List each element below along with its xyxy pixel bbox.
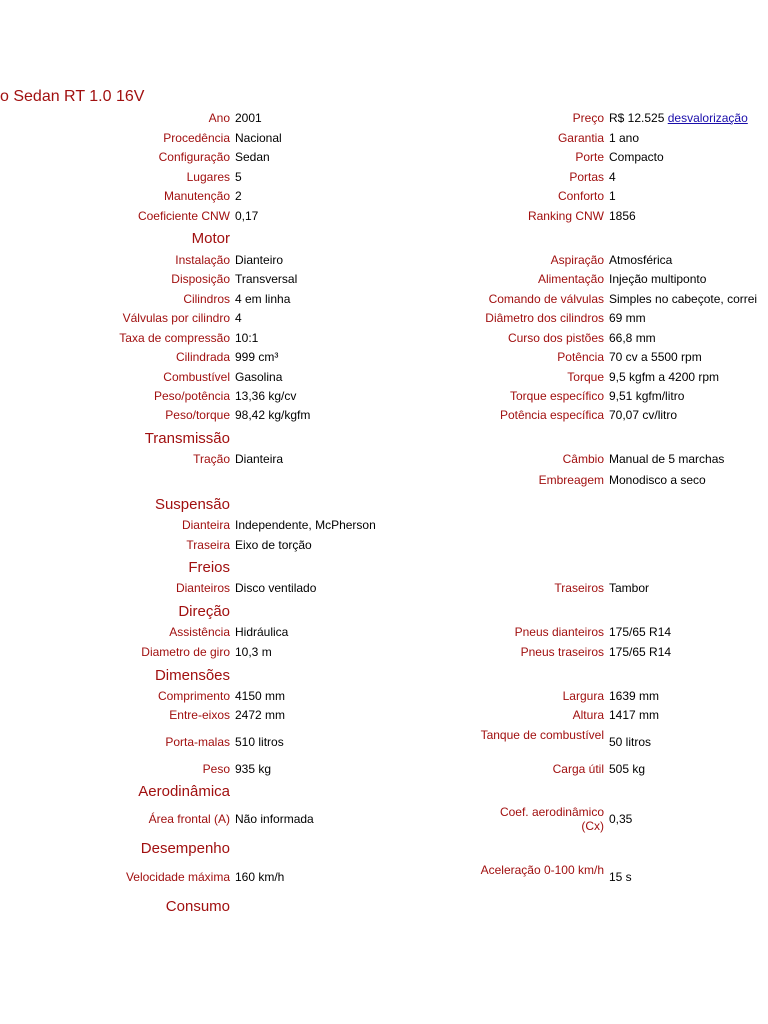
- spec-label-aspiracao: Aspiração: [550, 253, 604, 267]
- spec-value-cilindrada: 999 cm³: [235, 350, 279, 364]
- depreciation-link[interactable]: desvalorização: [667, 111, 748, 125]
- spec-value-pneus-dianteiros: 175/65 R14: [609, 625, 672, 639]
- spec-label-procedencia: Procedência: [163, 131, 230, 145]
- spec-value-altura: 1417 mm: [609, 708, 660, 722]
- section-heading-dimensoes: Dimensões: [154, 667, 230, 684]
- page-title: o Sedan RT 1.0 16V: [0, 88, 145, 105]
- section-heading-consumo: Consumo: [165, 898, 230, 915]
- spec-value-curso-dos-pistoes: 66,8 mm: [609, 331, 656, 345]
- spec-value-diametro-dos-cilindros: 69 mm: [609, 311, 646, 325]
- section-heading-transmissao: Transmissão: [144, 430, 230, 447]
- spec-value-traseiros: Tambor: [609, 581, 650, 595]
- spec-label-comando-de-valvulas: Comando de válvulas: [488, 292, 604, 306]
- spec-value-velocidade-maxima: 160 km/h: [235, 870, 285, 884]
- spec-label-tanque-de-combustivel: Tanque de combustível: [480, 728, 604, 742]
- spec-value-valvulas-por-cilindro: 4: [235, 311, 242, 325]
- spec-value-pneus-traseiros: 175/65 R14: [609, 645, 672, 659]
- spec-value-combustivel: Gasolina: [235, 370, 283, 384]
- spec-value-porte: Compacto: [609, 150, 664, 164]
- spec-value-coeficiente-cnw: 0,17: [235, 209, 259, 223]
- spec-label-carga-util: Carga útil: [552, 762, 604, 776]
- spec-value-dianteiros: Disco ventilado: [235, 581, 317, 595]
- spec-label-potencia-especifica: Potência específica: [499, 408, 604, 422]
- spec-label-porta-malas: Porta-malas: [165, 735, 230, 749]
- spec-value-garantia: 1 ano: [609, 131, 640, 145]
- spec-value-dianteira: Independente, McPherson: [235, 518, 376, 532]
- spec-value-largura: 1639 mm: [609, 689, 660, 703]
- spec-value-area-frontal-a: Não informada: [235, 812, 314, 826]
- spec-value-alimentacao: Injeção multiponto: [609, 272, 707, 286]
- spec-label-assistencia: Assistência: [169, 625, 230, 639]
- spec-label-taxa-de-compressao: Taxa de compressão: [119, 331, 230, 345]
- spec-value-coef-aerodinamico-cx: 0,35: [609, 812, 633, 826]
- spec-value-aspiracao: Atmosférica: [609, 253, 673, 267]
- spec-label-traseira: Traseira: [186, 538, 230, 552]
- spec-label-dianteiros: Dianteiros: [175, 581, 230, 595]
- spec-label-combustivel: Combustível: [163, 370, 230, 384]
- spec-label-garantia: Garantia: [557, 131, 604, 145]
- spec-value-comprimento: 4150 mm: [235, 689, 286, 703]
- spec-label-disposicao: Disposição: [171, 272, 230, 286]
- spec-value-peso-torque: 98,42 kg/kgfm: [235, 408, 311, 422]
- spec-label-aceleracao-0-100-km-h: Aceleração 0-100 km/h: [480, 863, 604, 877]
- spec-value-lugares: 5: [235, 170, 242, 184]
- spec-label-instalacao: Instalação: [175, 253, 230, 267]
- spec-label-cilindrada: Cilindrada: [175, 350, 230, 364]
- spec-label-coeficiente-cnw: Coeficiente CNW: [137, 209, 230, 223]
- spec-value-entre-eixos: 2472 mm: [235, 708, 286, 722]
- spec-label-ranking-cnw: Ranking CNW: [527, 209, 604, 223]
- spec-value-taxa-de-compressao: 10:1: [235, 331, 259, 345]
- spec-value-configuracao: Sedan: [235, 150, 270, 164]
- spec-value-ranking-cnw: 1856: [609, 209, 636, 223]
- spec-value-comando-de-valvulas: Simples no cabeçote, correi: [609, 292, 758, 306]
- spec-value-aceleracao-0-100-km-h: 15 s: [609, 870, 632, 884]
- spec-value-diametro-de-giro: 10,3 m: [235, 645, 272, 659]
- spec-value-instalacao: Dianteiro: [235, 253, 284, 267]
- spec-label-valvulas-por-cilindro: Válvulas por cilindro: [122, 311, 230, 325]
- section-heading-motor: Motor: [191, 230, 230, 247]
- spec-label-curso-dos-pistoes: Curso dos pistões: [507, 331, 604, 345]
- spec-value-ano: 2001: [235, 111, 262, 125]
- spec-value-cambio: Manual de 5 marchas: [609, 452, 725, 466]
- spec-value-torque: 9,5 kgfm a 4200 rpm: [609, 370, 720, 384]
- spec-value-tanque-de-combustivel: 50 litros: [609, 735, 652, 749]
- spec-label-comprimento: Comprimento: [157, 689, 230, 703]
- spec-value-assistencia: Hidráulica: [235, 625, 289, 639]
- spec-value-manutencao: 2: [235, 189, 242, 203]
- spec-value-carga-util: 505 kg: [609, 762, 646, 776]
- spec-label-conforto: Conforto: [557, 189, 604, 203]
- spec-label-cambio: Câmbio: [562, 452, 604, 466]
- spec-label-manutencao: Manutenção: [163, 189, 230, 203]
- spec-value-disposicao: Transversal: [235, 272, 298, 286]
- spec-label-porte: Porte: [575, 150, 604, 164]
- spec-value-peso: 935 kg: [235, 762, 272, 776]
- spec-label-torque-especifico: Torque específico: [509, 389, 604, 403]
- spec-value-cilindros: 4 em linha: [235, 292, 291, 306]
- spec-label-coef-aerodinamico-cx: Coef. aerodinâmico (Cx): [499, 805, 604, 833]
- spec-label-configuracao: Configuração: [158, 150, 230, 164]
- spec-label-peso-torque: Peso/torque: [165, 408, 230, 422]
- spec-label-largura: Largura: [562, 689, 604, 703]
- section-heading-aerodinamica: Aerodinâmica: [138, 783, 230, 800]
- spec-label-cilindros: Cilindros: [183, 292, 230, 306]
- spec-label-area-frontal-a: Área frontal (A): [148, 812, 230, 826]
- spec-value-porta-malas: 510 litros: [235, 735, 284, 749]
- section-heading-freios: Freios: [188, 559, 230, 576]
- spec-value-conforto: 1: [609, 189, 616, 203]
- spec-label-peso-potencia: Peso/potência: [153, 389, 230, 403]
- spec-value-torque-especifico: 9,51 kgfm/litro: [609, 389, 685, 403]
- spec-label-embreagem: Embreagem: [538, 473, 604, 487]
- spec-value-traseira: Eixo de torção: [235, 538, 312, 552]
- spec-label-peso: Peso: [202, 762, 230, 776]
- spec-value-portas: 4: [609, 170, 616, 184]
- spec-label-altura: Altura: [572, 708, 604, 722]
- spec-label-lugares: Lugares: [186, 170, 230, 184]
- spec-label-velocidade-maxima: Velocidade máxima: [125, 870, 230, 884]
- spec-label-traseiros: Traseiros: [554, 581, 604, 595]
- spec-label-alimentacao: Alimentação: [537, 272, 604, 286]
- spec-label-ano: Ano: [208, 111, 230, 125]
- spec-label-torque: Torque: [567, 370, 604, 384]
- spec-value-peso-potencia: 13,36 kg/cv: [235, 389, 297, 403]
- spec-value-tracao: Dianteira: [235, 452, 284, 466]
- spec-label-diametro-dos-cilindros: Diâmetro dos cilindros: [485, 311, 604, 325]
- spec-label-potencia: Potência: [557, 350, 604, 364]
- spec-label-entre-eixos: Entre-eixos: [169, 708, 230, 722]
- spec-label-tracao: Tração: [193, 452, 230, 466]
- spec-value-embreagem: Monodisco a seco: [609, 473, 706, 487]
- spec-value-preco: R$ 12.525 desvalorização: [609, 111, 748, 125]
- spec-label-pneus-traseiros: Pneus traseiros: [520, 645, 604, 659]
- spec-label-pneus-dianteiros: Pneus dianteiros: [514, 625, 604, 639]
- spec-value-procedencia: Nacional: [235, 131, 282, 145]
- spec-value-potencia: 70 cv a 5500 rpm: [609, 350, 702, 364]
- spec-value-potencia-especifica: 70,07 cv/litro: [609, 408, 678, 422]
- section-heading-desempenho: Desempenho: [140, 840, 230, 857]
- section-heading-suspensao: Suspensão: [154, 496, 230, 513]
- spec-label-dianteira: Dianteira: [181, 518, 230, 532]
- spec-label-portas: Portas: [569, 170, 604, 184]
- section-heading-direcao: Direção: [178, 603, 230, 620]
- spec-label-preco: Preço: [572, 111, 604, 125]
- spec-label-diametro-de-giro: Diametro de giro: [141, 645, 230, 659]
